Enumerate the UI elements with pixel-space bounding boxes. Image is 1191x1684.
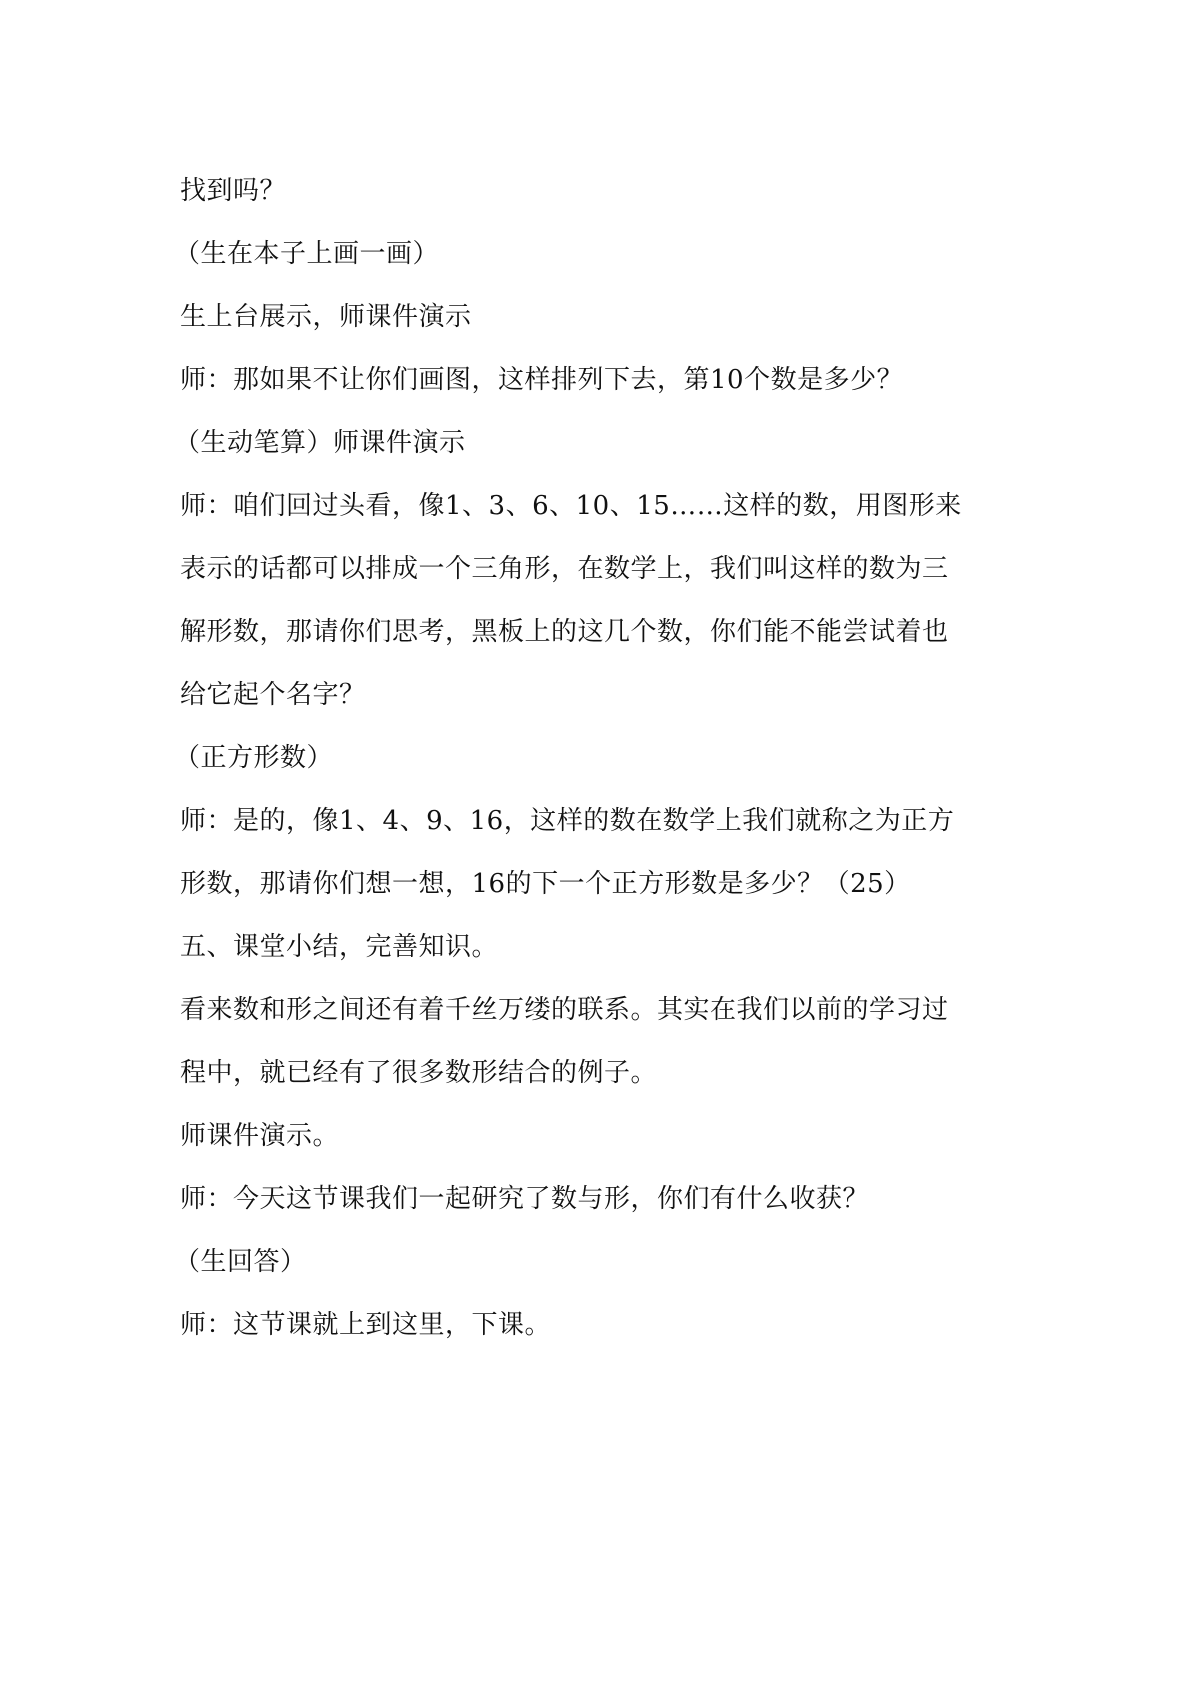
- section-heading: 五、课堂小结，完善知识。: [180, 932, 499, 962]
- text-line: （生动笔算）师课件演示: [174, 428, 466, 458]
- text-line: 看来数和形之间还有着千丝万缕的联系。其实在我们以前的学习过: [180, 995, 949, 1025]
- text-line: 师：那如果不让你们画图，这样排列下去，第10个数是多少？: [180, 365, 904, 395]
- text-line: 师：是的，像1、4、9、16，这样的数在数学上我们就称之为正方: [180, 806, 955, 836]
- text-line: 师课件演示。: [180, 1121, 340, 1151]
- text-line: （正方形数）: [174, 743, 334, 773]
- text-line: 程中，就已经有了很多数形结合的例子。: [180, 1058, 658, 1088]
- text-line: 形数，那请你们想一想，16的下一个正方形数是多少？（25）: [180, 869, 911, 899]
- text-line: 给它起个名字？: [180, 680, 366, 710]
- text-line: 表示的话都可以排成一个三角形，在数学上，我们叫这样的数为三: [180, 554, 949, 584]
- text-line: 师：今天这节课我们一起研究了数与形，你们有什么收获？: [180, 1184, 870, 1214]
- text-line: 师：咱们回过头看，像1、3、6、10、15……这样的数，用图形来: [180, 491, 962, 521]
- text-line: 师：这节课就上到这里，下课。: [180, 1310, 552, 1340]
- text-line: 生上台展示，师课件演示: [180, 302, 472, 332]
- document-body: [174, 160, 1018, 1357]
- text-line: 找到吗？: [180, 176, 287, 206]
- text-line: （生回答）: [174, 1247, 307, 1277]
- text-line: （生在本子上画一画）: [174, 239, 440, 269]
- text-line: 解形数，那请你们思考，黑板上的这几个数，你们能不能尝试着也: [180, 617, 949, 647]
